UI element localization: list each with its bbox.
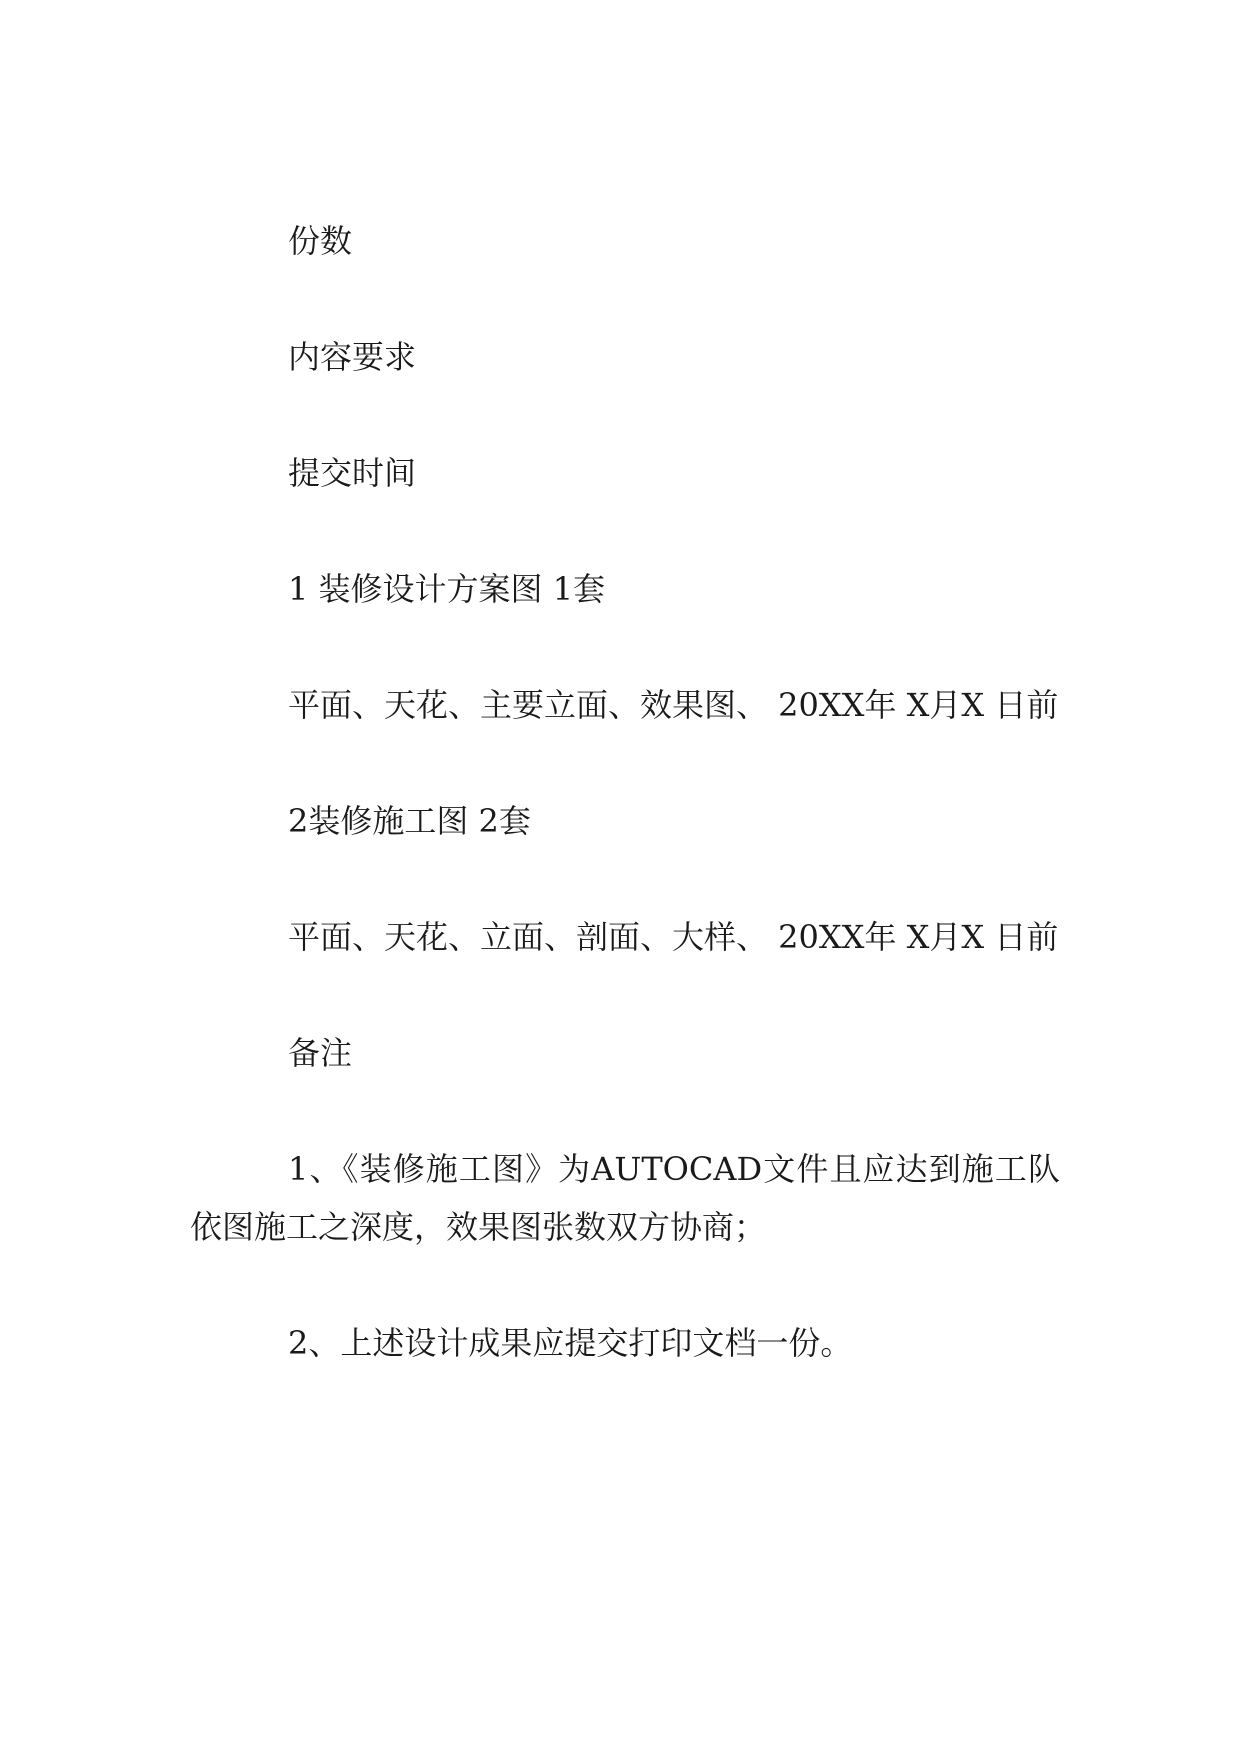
paragraph-item-2-details: 平面、天花、立面、剖面、大样、 20XX年 X月X 日前 (288, 918, 1059, 956)
paragraph-submission-time: 提交时间 (288, 454, 417, 492)
paragraph-remarks-heading: 备注 (288, 1034, 353, 1072)
paragraph-remark-1: 1、《装修施工图》为AUTOCAD文件且应达到施工队依图施工之深度，效果图张数双方协商； (190, 1150, 1060, 1246)
paragraph-copies: 份数 (288, 222, 353, 260)
paragraph-content-requirements: 内容要求 (288, 338, 417, 376)
document-body (190, 212, 1060, 1430)
paragraph-item-2-construction-drawings: 2装修施工图 2套 (288, 802, 531, 840)
paragraph-remark-2: 2、上述设计成果应提交打印文档一份。 (288, 1324, 853, 1362)
paragraph-item-1-design-plan: 1 装修设计方案图 1套 (288, 570, 606, 608)
paragraph-item-1-details: 平面、天花、主要立面、效果图、 20XX年 X月X 日前 (288, 686, 1059, 724)
